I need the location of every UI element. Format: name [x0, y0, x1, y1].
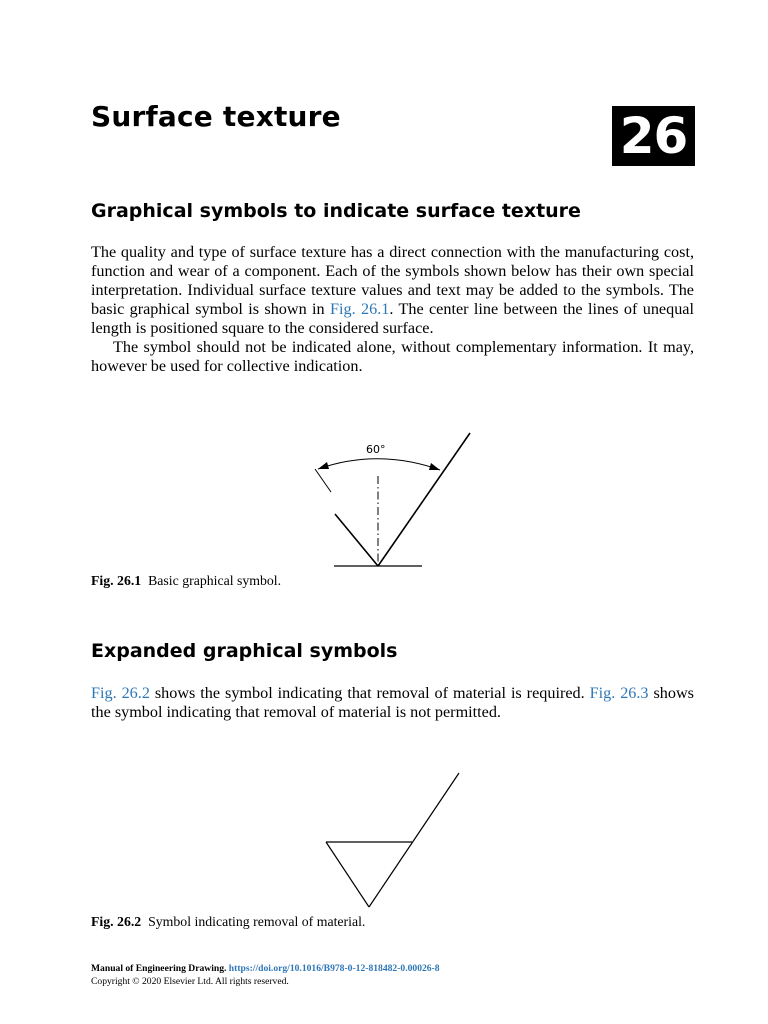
copyright: Copyright © 2020 Elsevier Ltd. All rights reserved.: [91, 976, 289, 987]
chapter-number-badge: 26: [612, 106, 695, 166]
paragraph-3-text-b: shows the symbol indicating that removal of material is not permitted.: [91, 684, 694, 721]
fig-26-1-link[interactable]: Fig. 26.1: [330, 300, 390, 318]
triangle-left: [326, 842, 369, 907]
paragraph-1-text-b: . The center line between the lines of unequal length is positioned square to the considered surface.: [91, 300, 694, 337]
section1-body: [91, 243, 694, 376]
paragraph-1: [91, 243, 694, 338]
section-heading-graphical-symbols: Graphical symbols to indicate surface texture: [91, 200, 581, 222]
paragraph-3: [91, 684, 694, 722]
fig-26-3-link[interactable]: Fig. 26.3: [589, 684, 649, 702]
book-title: Manual of Engineering Drawing.: [91, 963, 227, 974]
caption-label-2: Fig. 26.2: [91, 914, 142, 929]
short-leg: [335, 514, 378, 566]
figure-26-1-caption: [91, 573, 281, 589]
arrow-right: [429, 463, 440, 470]
paragraph-1-text-a: The quality and type of surface texture has a direct connection with the manufacturing cost, function and wear of a component. Each of the symbols shown below has their own special interpretation. Individual surface texture values and text may be added to the symbols. The basic graphical symbol is shown in: [91, 243, 694, 318]
caption-label: Fig. 26.1: [91, 573, 142, 588]
page-footer: [91, 962, 440, 988]
caption-text-2: Symbol indicating removal of material.: [148, 914, 366, 929]
paragraph-3-text-a: shows the symbol indicating that removal of material is required.: [149, 684, 590, 702]
basic-symbol: [315, 433, 470, 566]
caption-text: Basic graphical symbol.: [148, 573, 282, 588]
long-leg-2: [369, 773, 459, 907]
angle-arc: [318, 459, 440, 470]
angle-label: 60°: [366, 443, 386, 456]
chapter-title: Surface texture: [91, 100, 341, 133]
extension-line: [315, 469, 331, 492]
long-leg: [378, 433, 470, 566]
section-heading-expanded-symbols: Expanded graphical symbols: [91, 640, 398, 662]
doi-link[interactable]: https://doi.org/10.1016/B978-0-12-818482-0.00026-8: [228, 963, 440, 974]
removal-symbol: [326, 773, 459, 907]
figure-26-2-caption: [91, 914, 365, 930]
fig-26-2-link[interactable]: Fig. 26.2: [91, 684, 150, 702]
arrow-left: [318, 462, 329, 469]
section2-body: [91, 684, 694, 722]
footer-citation: [91, 962, 440, 975]
paragraph-2: The symbol should not be indicated alone, without complementary information. It may, however be used for collective indication.: [91, 338, 694, 375]
